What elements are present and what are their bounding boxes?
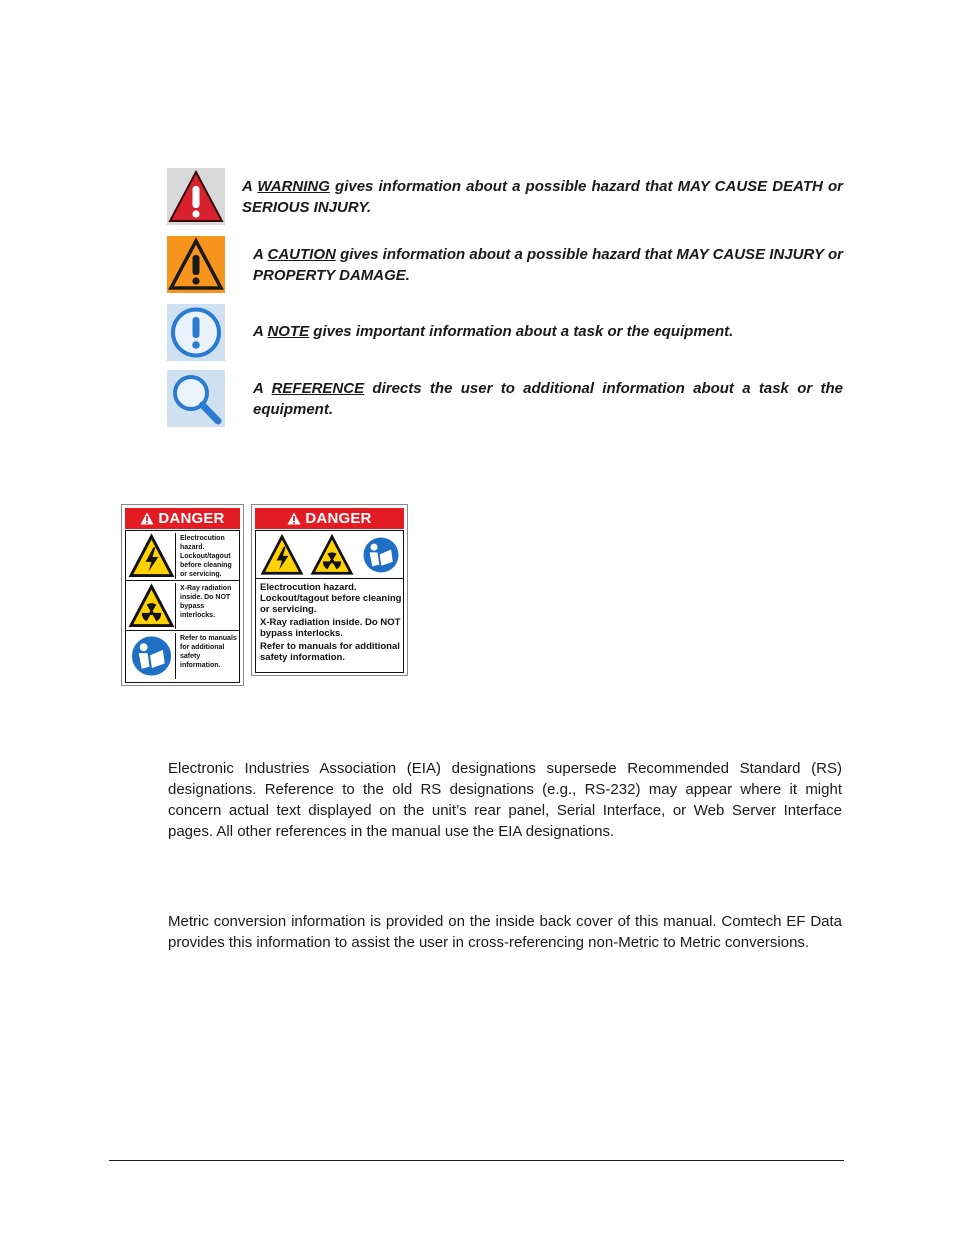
alert-triangle-icon	[287, 512, 301, 525]
reference-keyword: REFERENCE	[271, 380, 365, 397]
danger-row-electrocution: Electrocution hazard. Lockout/tagout before cleaning or servicing.	[126, 531, 239, 581]
read-manual-icon	[128, 633, 176, 679]
read-manual-icon	[360, 534, 402, 576]
danger-label-vertical	[121, 504, 244, 686]
eia-paragraph: Electronic Industries Association (EIA) designations supersede Recommended Standard (RS) designations. Reference to the old RS designations (e.g., RS-232) may appear where it might concern actual text displayed on the unit’s rear panel, Serial Interface, or Web Server Interface pages. All other references in the manual use the EIA designations.	[168, 760, 842, 840]
caution-keyword: CAUTION	[267, 246, 336, 263]
footer-rule	[109, 1160, 844, 1161]
danger-label-horizontal	[251, 504, 408, 676]
caution-notice	[167, 236, 843, 293]
note-keyword: NOTE	[267, 323, 310, 340]
warning-notice	[167, 168, 843, 225]
reference-magnifier-icon	[167, 370, 225, 427]
caution-triangle-orange-icon	[167, 236, 225, 293]
radiation-hazard-icon	[310, 534, 354, 576]
danger-row-manual: Refer to manuals for additional safety information.	[126, 631, 239, 681]
note-text: A NOTE gives important information about a task or the equipment.	[253, 323, 734, 340]
warning-triangle-red-icon	[167, 168, 225, 225]
electrocution-hazard-icon	[128, 533, 176, 579]
danger-row-radiation: X-Ray radiation inside. Do NOT bypass interlocks.	[126, 581, 239, 631]
caution-text: A CAUTION gives information about a possible hazard that MAY CAUSE INJURY or PROPERTY DAMAGE.	[253, 246, 843, 284]
reference-text: A REFERENCE directs the user to additional information about a task or the equipment.	[253, 380, 843, 418]
electrocution-hazard-icon	[260, 534, 304, 576]
warning-text: A WARNING gives information about a possible hazard that MAY CAUSE DEATH or SERIOUS INJURY.	[242, 178, 843, 216]
danger-header: DANGER	[255, 508, 404, 529]
danger-grid	[125, 530, 240, 683]
warning-keyword: WARNING	[257, 178, 330, 195]
danger-box	[255, 530, 404, 673]
danger-header: DANGER	[125, 508, 240, 529]
note-exclamation-circle-icon	[167, 304, 225, 361]
danger-description: Electrocution hazard. Lockout/tagout before cleaning or servicing. X-Ray radiation inside. Do NOT bypass interlocks. Refer to manuals for additional safety information.	[260, 582, 402, 663]
reference-notice	[167, 370, 843, 427]
radiation-hazard-icon	[128, 583, 176, 629]
alert-triangle-icon	[140, 512, 154, 525]
note-notice	[167, 304, 843, 361]
danger-symbols	[256, 531, 403, 579]
metric-paragraph: Metric conversion information is provided on the inside back cover of this manual. Comtech EF Data provides this information to assist the user in cross-referencing non-Metric to Metric conversions.	[168, 913, 842, 951]
